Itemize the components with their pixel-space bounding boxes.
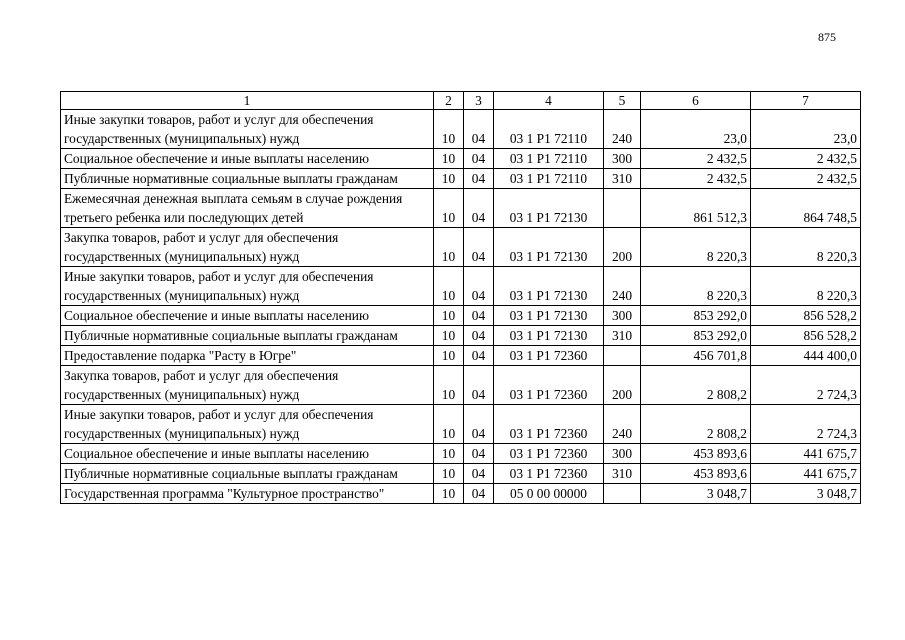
row-amount-year2-cell: 2 432,5 (751, 149, 861, 169)
table-row (61, 346, 861, 366)
row-amount-year1-cell: 853 292,0 (641, 326, 751, 346)
row-target-article-cell: 03 1 P1 72130 (494, 267, 604, 306)
column-header: 2 (434, 92, 464, 110)
row-name-cell: Ежемесячная денежная выплата семьям в случае рождения третьего ребенка или последующих детей (61, 189, 434, 228)
row-amount-year1-cell: 2 432,5 (641, 149, 751, 169)
row-name-cell: Закупка товаров, работ и услуг для обеспечения государственных (муниципальных) нужд (61, 366, 434, 405)
row-name-cell: Социальное обеспечение и иные выплаты населению (61, 306, 434, 326)
row-amount-year1-cell: 853 292,0 (641, 306, 751, 326)
row-amount-year1-cell: 456 701,8 (641, 346, 751, 366)
row-section-cell: 10 (434, 464, 464, 484)
table-row (61, 484, 861, 504)
row-section-cell: 10 (434, 189, 464, 228)
row-amount-year2-cell: 444 400,0 (751, 346, 861, 366)
row-subsection-cell: 04 (464, 484, 494, 504)
row-name-cell: Предоставление подарка "Расту в Югре" (61, 346, 434, 366)
row-subsection-cell: 04 (464, 306, 494, 326)
row-name-cell: Социальное обеспечение и иные выплаты населению (61, 149, 434, 169)
column-header: 3 (464, 92, 494, 110)
row-amount-year1-cell: 861 512,3 (641, 189, 751, 228)
row-subsection-cell: 04 (464, 189, 494, 228)
row-target-article-cell: 03 1 P1 72130 (494, 228, 604, 267)
row-target-article-cell: 03 1 P1 72110 (494, 149, 604, 169)
row-section-cell: 10 (434, 228, 464, 267)
row-expense-type-cell: 300 (604, 306, 641, 326)
row-expense-type-cell: 240 (604, 405, 641, 444)
table-row (61, 444, 861, 464)
row-target-article-cell: 03 1 P1 72110 (494, 169, 604, 189)
row-name-cell: Социальное обеспечение и иные выплаты населению (61, 444, 434, 464)
row-amount-year2-cell: 2 724,3 (751, 366, 861, 405)
row-target-article-cell: 03 1 P1 72130 (494, 306, 604, 326)
row-section-cell: 10 (434, 149, 464, 169)
row-amount-year2-cell: 8 220,3 (751, 267, 861, 306)
table-row (61, 228, 861, 267)
row-expense-type-cell (604, 484, 641, 504)
row-subsection-cell: 04 (464, 405, 494, 444)
column-header: 5 (604, 92, 641, 110)
row-name-cell: Закупка товаров, работ и услуг для обеспечения государственных (муниципальных) нужд (61, 228, 434, 267)
row-amount-year1-cell: 2 808,2 (641, 405, 751, 444)
row-amount-year2-cell: 856 528,2 (751, 306, 861, 326)
row-name-cell: Иные закупки товаров, работ и услуг для обеспечения государственных (муниципальных) нужд (61, 267, 434, 306)
row-name-cell: Публичные нормативные социальные выплаты гражданам (61, 464, 434, 484)
row-target-article-cell: 05 0 00 00000 (494, 484, 604, 504)
row-amount-year2-cell: 2 432,5 (751, 169, 861, 189)
row-subsection-cell: 04 (464, 464, 494, 484)
column-header: 4 (494, 92, 604, 110)
row-expense-type-cell: 300 (604, 149, 641, 169)
row-section-cell: 10 (434, 405, 464, 444)
row-amount-year1-cell: 3 048,7 (641, 484, 751, 504)
row-target-article-cell: 03 1 P1 72110 (494, 110, 604, 149)
row-amount-year2-cell: 864 748,5 (751, 189, 861, 228)
row-subsection-cell: 04 (464, 228, 494, 267)
row-amount-year2-cell: 856 528,2 (751, 326, 861, 346)
row-amount-year1-cell: 2 808,2 (641, 366, 751, 405)
table-row (61, 149, 861, 169)
page-number: 875 (818, 30, 836, 44)
column-header: 7 (751, 92, 861, 110)
column-header: 1 (61, 92, 434, 110)
row-amount-year1-cell: 453 893,6 (641, 464, 751, 484)
row-section-cell: 10 (434, 366, 464, 405)
table-row (61, 267, 861, 306)
row-expense-type-cell: 310 (604, 464, 641, 484)
row-amount-year1-cell: 2 432,5 (641, 169, 751, 189)
table-row (61, 405, 861, 444)
table-row (61, 464, 861, 484)
table-row (61, 169, 861, 189)
row-amount-year2-cell: 8 220,3 (751, 228, 861, 267)
row-name-cell: Государственная программа "Культурное пространство" (61, 484, 434, 504)
row-expense-type-cell (604, 346, 641, 366)
table-row (61, 189, 861, 228)
row-section-cell: 10 (434, 484, 464, 504)
row-amount-year1-cell: 453 893,6 (641, 444, 751, 464)
row-section-cell: 10 (434, 346, 464, 366)
table-row (61, 326, 861, 346)
row-amount-year2-cell: 2 724,3 (751, 405, 861, 444)
row-section-cell: 10 (434, 267, 464, 306)
row-amount-year1-cell: 8 220,3 (641, 267, 751, 306)
row-section-cell: 10 (434, 306, 464, 326)
row-target-article-cell: 03 1 P1 72360 (494, 444, 604, 464)
row-section-cell: 10 (434, 444, 464, 464)
row-subsection-cell: 04 (464, 326, 494, 346)
row-subsection-cell: 04 (464, 110, 494, 149)
row-expense-type-cell: 310 (604, 169, 641, 189)
row-subsection-cell: 04 (464, 169, 494, 189)
row-expense-type-cell: 200 (604, 366, 641, 405)
row-amount-year2-cell: 23,0 (751, 110, 861, 149)
row-name-cell: Публичные нормативные социальные выплаты гражданам (61, 169, 434, 189)
row-target-article-cell: 03 1 P1 72130 (494, 189, 604, 228)
row-target-article-cell: 03 1 P1 72360 (494, 464, 604, 484)
row-amount-year1-cell: 8 220,3 (641, 228, 751, 267)
budget-table (60, 91, 861, 504)
row-target-article-cell: 03 1 P1 72360 (494, 346, 604, 366)
row-amount-year2-cell: 441 675,7 (751, 464, 861, 484)
column-header: 6 (641, 92, 751, 110)
row-section-cell: 10 (434, 110, 464, 149)
row-name-cell: Публичные нормативные социальные выплаты гражданам (61, 326, 434, 346)
row-subsection-cell: 04 (464, 444, 494, 464)
row-expense-type-cell: 240 (604, 267, 641, 306)
row-name-cell: Иные закупки товаров, работ и услуг для обеспечения государственных (муниципальных) нужд (61, 405, 434, 444)
table-row (61, 110, 861, 149)
row-amount-year1-cell: 23,0 (641, 110, 751, 149)
table-header-row (61, 92, 861, 110)
row-expense-type-cell: 200 (604, 228, 641, 267)
row-expense-type-cell (604, 189, 641, 228)
row-subsection-cell: 04 (464, 346, 494, 366)
row-target-article-cell: 03 1 P1 72360 (494, 366, 604, 405)
table-row (61, 306, 861, 326)
row-expense-type-cell: 240 (604, 110, 641, 149)
row-name-cell: Иные закупки товаров, работ и услуг для обеспечения государственных (муниципальных) нужд (61, 110, 434, 149)
row-section-cell: 10 (434, 326, 464, 346)
table-row (61, 366, 861, 405)
row-expense-type-cell: 300 (604, 444, 641, 464)
row-amount-year2-cell: 441 675,7 (751, 444, 861, 464)
row-amount-year2-cell: 3 048,7 (751, 484, 861, 504)
row-target-article-cell: 03 1 P1 72130 (494, 326, 604, 346)
row-subsection-cell: 04 (464, 366, 494, 405)
row-subsection-cell: 04 (464, 149, 494, 169)
row-subsection-cell: 04 (464, 267, 494, 306)
row-section-cell: 10 (434, 169, 464, 189)
row-expense-type-cell: 310 (604, 326, 641, 346)
row-target-article-cell: 03 1 P1 72360 (494, 405, 604, 444)
